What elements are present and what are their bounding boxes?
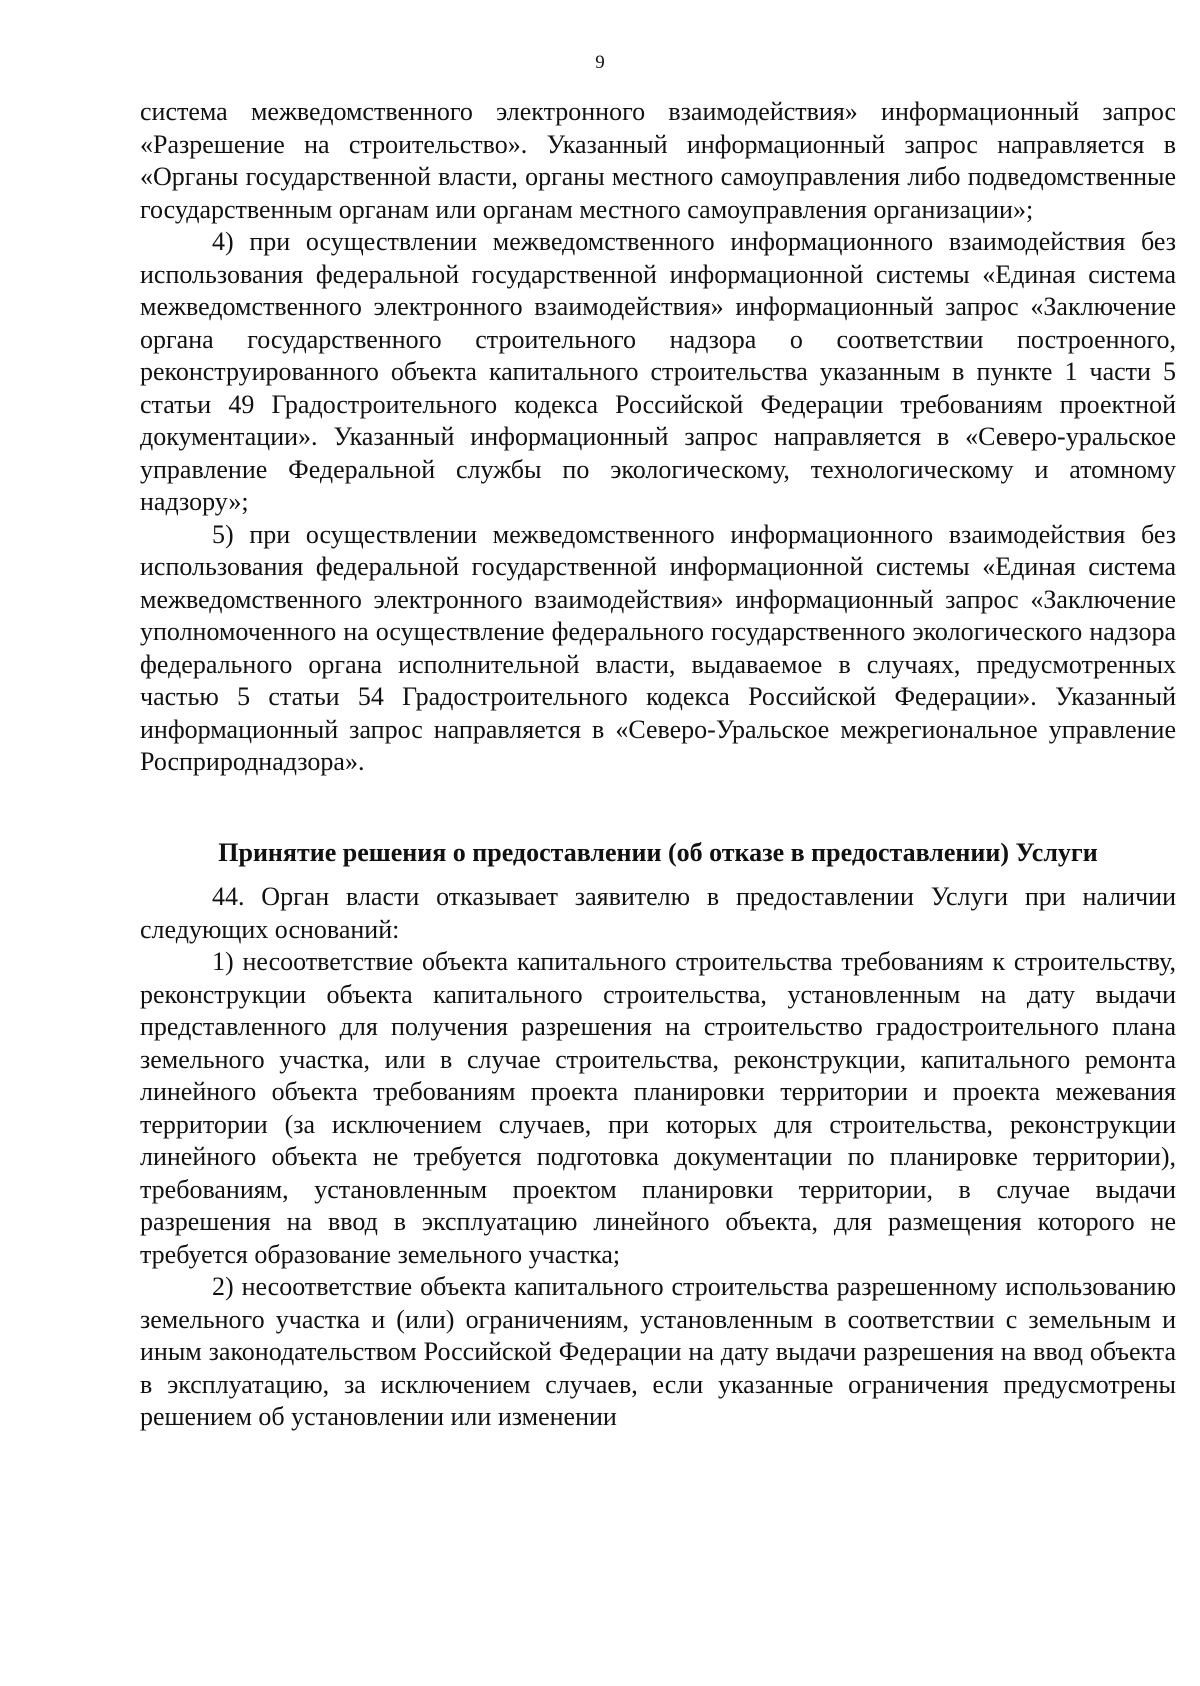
paragraph-item-5: 5) при осуществлении межведомственного информационного взаимодействия без использования федеральной государственной информационной системы «Единая система межведомственного электронного взаимодействия» информационный запрос «Заключение уполномоченного на осуществление федерального государственного экологического надзора федерального органа исполнительной власти, выдаваемое в случаях, предусмотренных частью 5 статьи 54 Градостроительного кодекса Российской Федерации». Указанный информационный запрос направляется в «Северо-Уральское межрегиональное управление Росприроднадзора». (140, 519, 1176, 776)
paragraph-item-4: 4) при осуществлении межведомственного информационного взаимодействия без использования федеральной государственной информационной системы «Единая система межведомственного электронного взаимодействия» информационный запрос «Заключение органа государственного строительного надзора о соответствии построенного, реконструированного объекта капитального строительства указанным в пункте 1 части 5 статьи 49 Градостроительного кодекса Российской Федерации требованиям проектной документации». Указанный информационный запрос направляется в «Северо-уральское управление Федеральной службы по экологическому, технологическому и атомному надзору»; (140, 227, 1176, 516)
document-body (140, 96, 1176, 1434)
section-heading: Принятие решения о предоставлении (об отказе в предоставлении) Услуги (218, 837, 1098, 867)
paragraph-44: 44. Орган власти отказывает заявителю в предоставлении Услуги при наличии следующих оснований: (140, 882, 1176, 944)
page-number: 9 (595, 52, 605, 73)
paragraph-ground-2: 2) несоответствие объекта капитального строительства разрешенному использованию земельного участка и (или) ограничениям, установленным в соответствии с земельным и иным законодательством Российской Федерации на дату выдачи разрешения на ввод объекта в эксплуатацию, за исключением случаев, если указанные ограничения предусмотрены решением об установлении или изменении (140, 1272, 1176, 1431)
paragraph-continuation: система межведомственного электронного взаимодействия» информационный запрос «Разрешение на строительство». Указанный информационный запрос направляется в «Органы государственной власти, органы местного самоуправления либо подведомственные государственным органам или органам местного самоуправления организации»; (140, 97, 1176, 224)
paragraph-ground-1: 1) несоответствие объекта капитального строительства требованиям к строительству, реконструкции объекта капитального строительства, установленным на дату выдачи представленного для получения разрешения на строительство градостроительного плана земельного участка, или в случае строительства, реконструкции, капитального ремонта линейного объекта требованиям проекта планировки территории и проекта межевания территории (за исключением случаев, при которых для строительства, реконструкции линейного объекта не требуется подготовка документации по планировке территории), требованиям, установленным проектом планировки территории, в случае выдачи разрешения на ввод в эксплуатацию линейного объекта, для размещения которого не требуется образование земельного участка; (140, 947, 1176, 1269)
